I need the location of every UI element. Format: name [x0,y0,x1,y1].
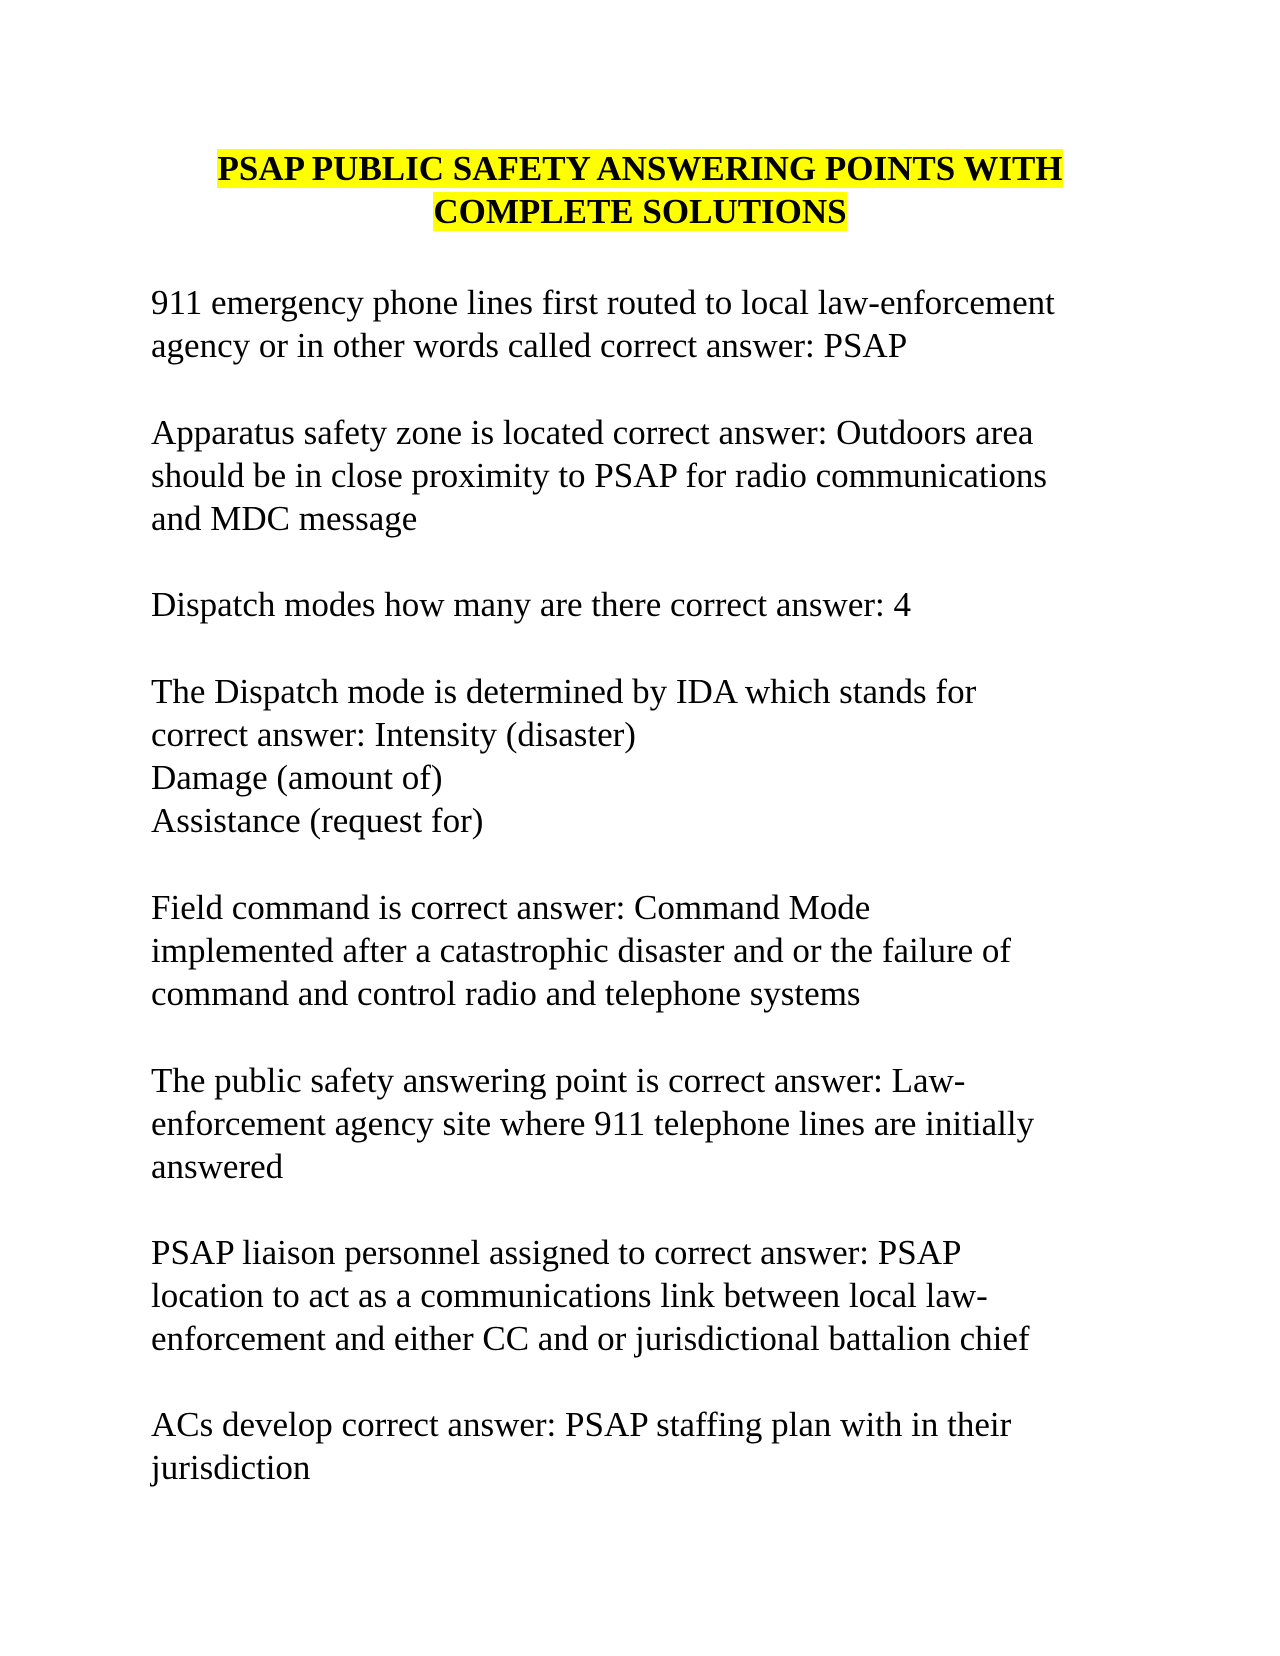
qa-entry-field-command [151,886,1141,1015]
text-line: ACs develop correct answer: PSAP staffing plan with in their [151,1405,1012,1444]
text-line: The public safety answering point is correct answer: Law- [151,1061,966,1100]
qa-entry-dispatch-modes-count [151,583,1141,626]
text-line: Apparatus safety zone is located correct answer: Outdoors area [151,413,1034,452]
text-line: correct answer: Intensity (disaster) [151,715,636,754]
text-line: should be in close proximity to PSAP for radio communications [151,456,1047,495]
text-line: Dispatch modes how many are there correct answer: 4 [151,585,911,624]
text-line: Field command is correct answer: Command Mode [151,888,871,927]
text-line: enforcement and either CC and or jurisdictional battalion chief [151,1319,1030,1358]
text-line: Assistance (request for) [151,801,484,840]
text-line: command and control radio and telephone systems [151,974,861,1013]
text-line: implemented after a catastrophic disaster and or the failure of [151,931,1012,970]
qa-entry-public-safety-answering-point [151,1059,1141,1188]
text-line: and MDC message [151,499,418,538]
text-line: The Dispatch mode is determined by IDA which stands for [151,672,977,711]
text-line: answered [151,1147,284,1186]
title-line-1: PSAP PUBLIC SAFETY ANSWERING POINTS WITH [217,149,1063,188]
document-title [150,147,1130,233]
title-line-2: COMPLETE SOLUTIONS [433,192,847,231]
text-line: agency or in other words called correct answer: PSAP [151,326,908,365]
text-line: jurisdiction [151,1448,311,1487]
qa-entry-psap-routing [151,281,1141,367]
text-line: location to act as a communications link between local law- [151,1276,988,1315]
qa-entry-apparatus-safety-zone [151,411,1141,540]
text-line: PSAP liaison personnel assigned to correct answer: PSAP [151,1233,962,1272]
text-line: 911 emergency phone lines first routed to local law-enforcement [151,283,1055,322]
text-line: Damage (amount of) [151,758,443,797]
text-line: enforcement agency site where 911 telephone lines are initially [151,1104,1035,1143]
qa-entry-acs-develop [151,1403,1141,1489]
qa-entry-psap-liaison [151,1231,1141,1360]
qa-entry-ida-meaning [151,670,1141,842]
